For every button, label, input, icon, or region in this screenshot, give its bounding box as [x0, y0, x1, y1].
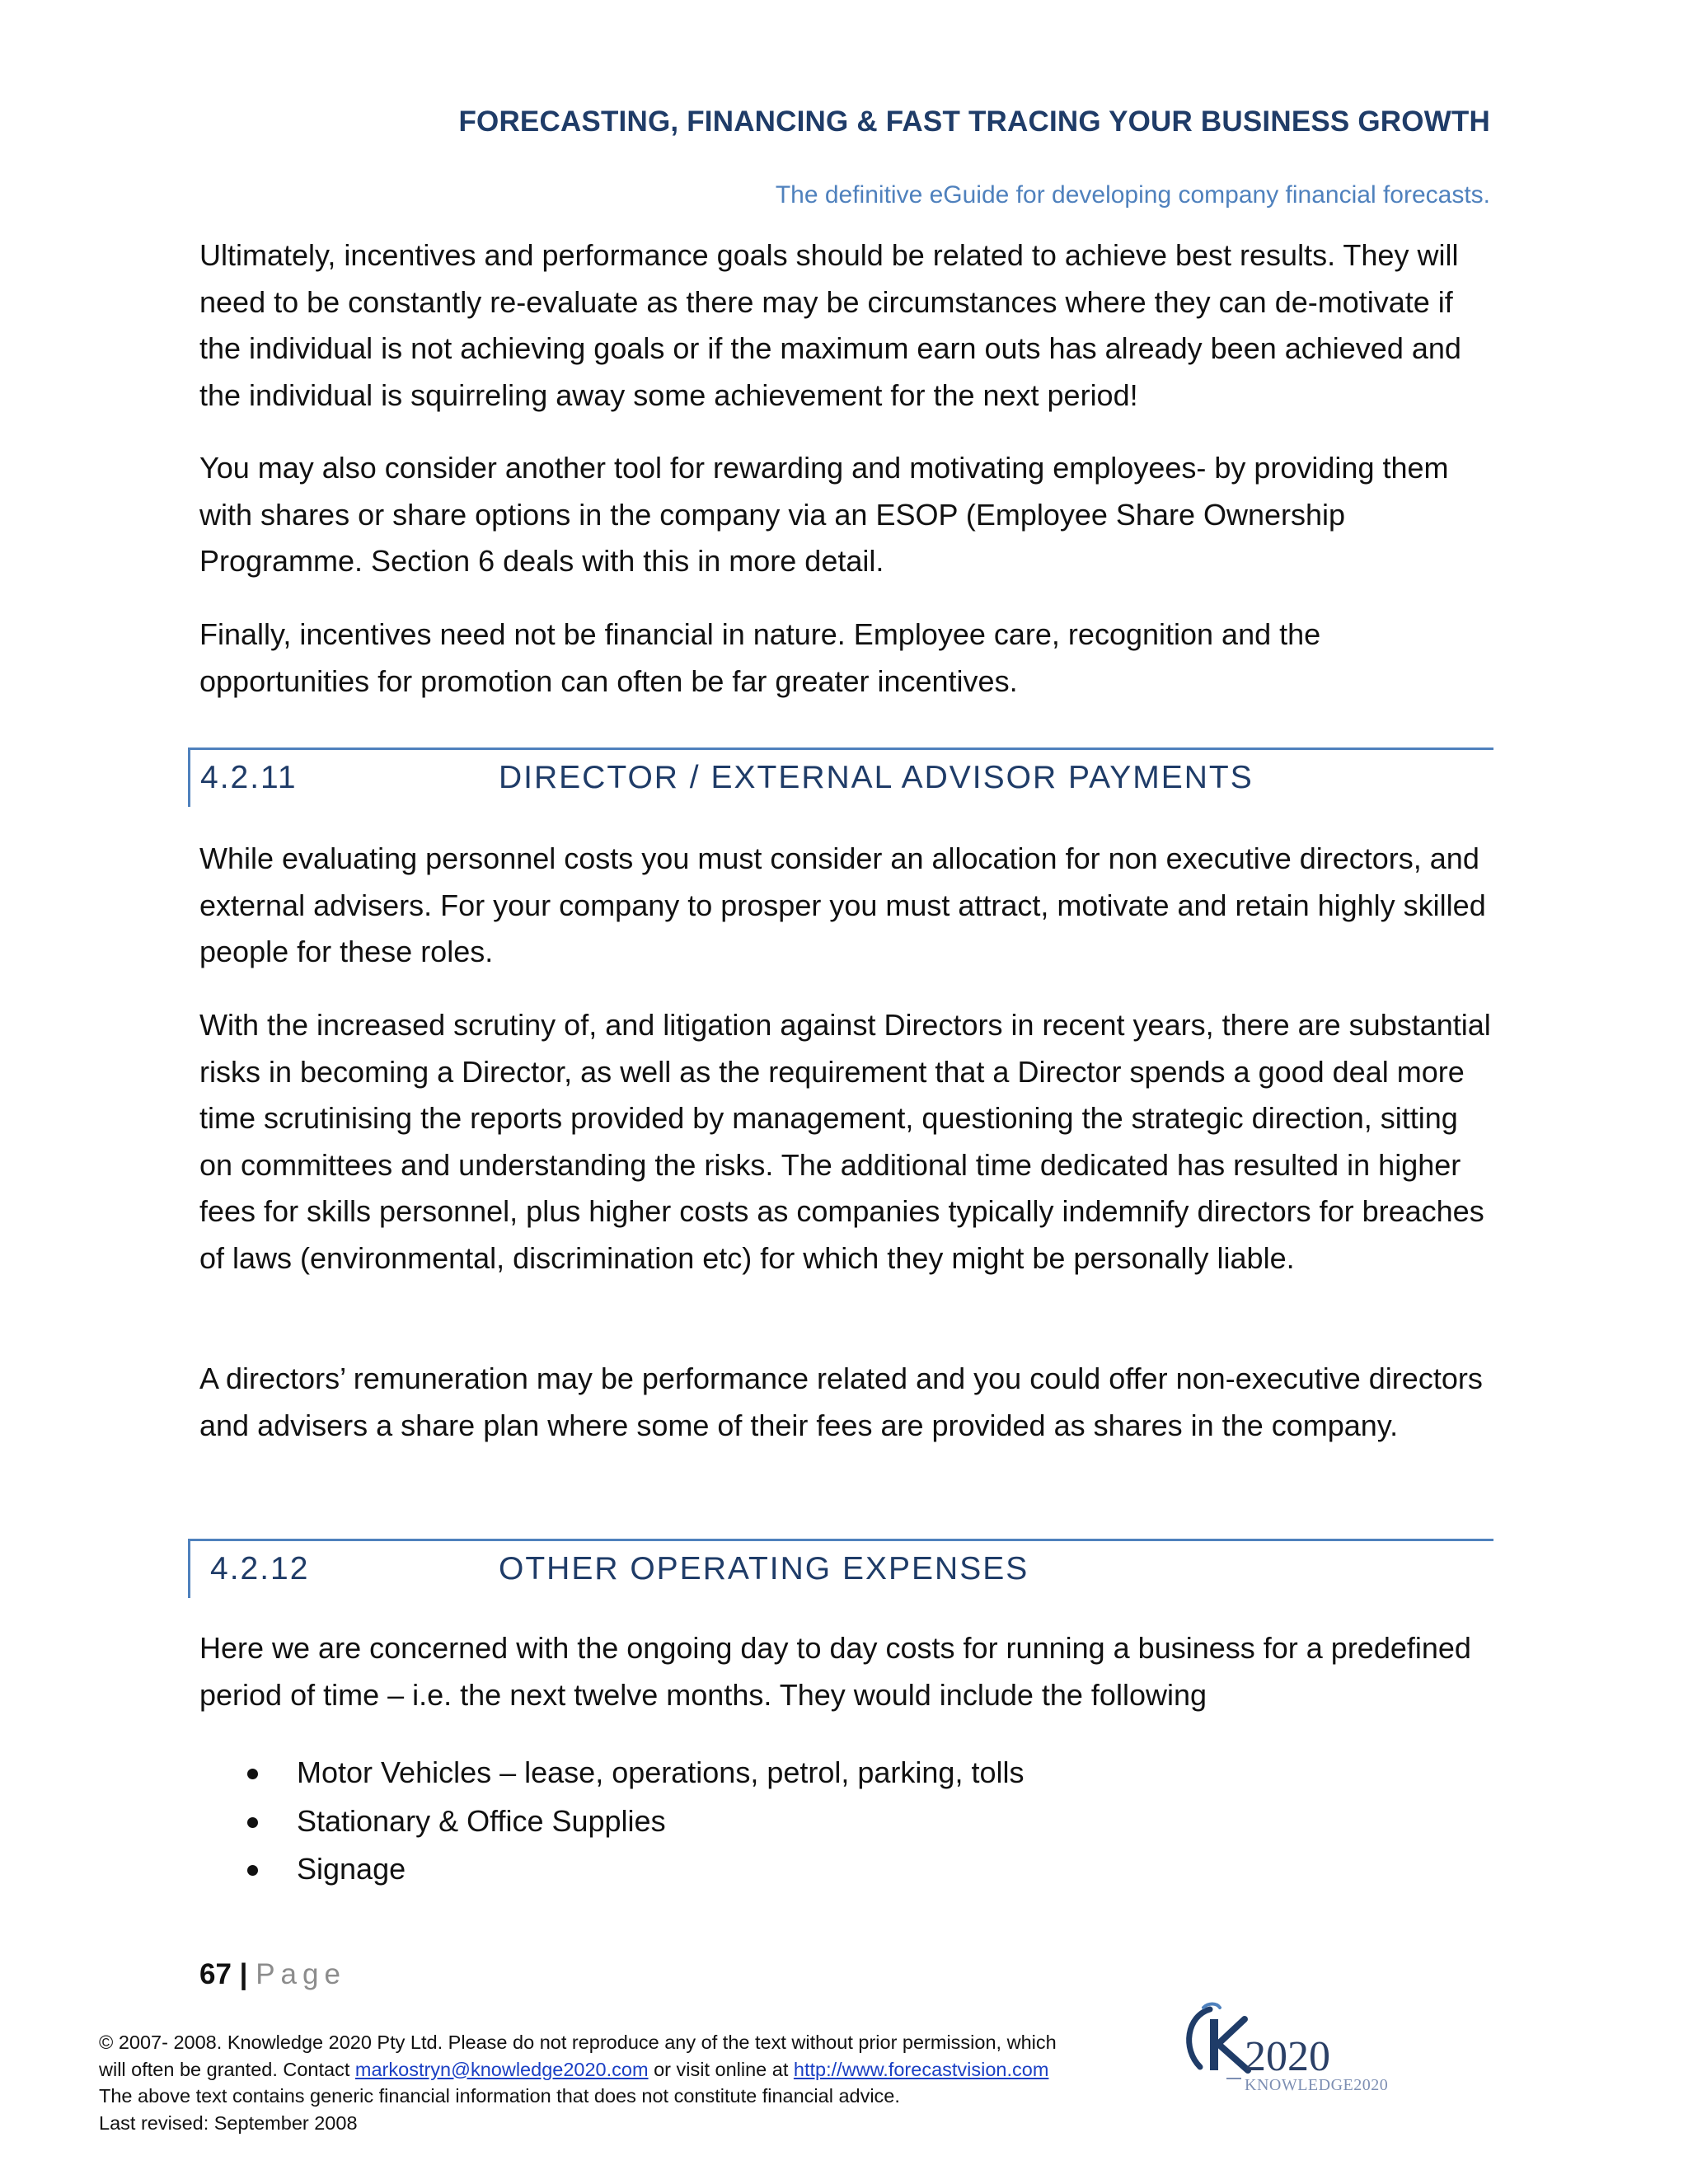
- bullet-icon: [247, 1865, 258, 1876]
- paragraph: While evaluating personnel costs you must consider an allocation for non executive directors, and external advisers. For your company to prosper you must attract, motivate and retain highly skilled people for these roles.: [199, 841, 1486, 968]
- list-item: Stationary & Office Supplies: [199, 1797, 1436, 1846]
- logo-wordmark: KNOWLEDGE2020: [1245, 2076, 1389, 2094]
- paragraph: Finally, incentives need not be financial in nature. Employee care, recognition and the opportunities for promotion can often be far greater incentives.: [199, 617, 1321, 698]
- section-heading-4-2-11: [188, 748, 1493, 807]
- email-link[interactable]: markostryn@knowledge2020.com: [354, 2058, 649, 2080]
- section-number: 4.2.12: [210, 1551, 310, 1586]
- section-heading-4-2-12: [188, 1539, 1493, 1598]
- header-title: FORECASTING, FINANCING & FAST TRACING YOUR BUSINESS GROWTH: [458, 105, 1490, 138]
- page-number-value: 67: [199, 1958, 232, 1990]
- list-item: Signage: [199, 1845, 1436, 1894]
- section-number: 4.2.11: [200, 760, 298, 795]
- page-number-separator: |: [239, 1958, 248, 1990]
- paragraph: With the increased scrutiny of, and litigation against Directors in recent years, there are substantial risks in becoming a Director, as well as the requirement that a Director spends a good deal more time scrutinising the reports provided by management, questioning the strategic direction, sitting on committees and understanding the risks. The additional time dedicated has resulted in higher fees for skills personnel, plus higher costs as companies typically indemnify directors for breaches of laws (environmental, discrimination etc) for which they might be personally liable.: [199, 1008, 1491, 1275]
- paragraph: You may also consider another tool for rewarding and motivating employees- by providing them with shares or share options in the company via an ESOP (Employee Share Ownership Programme. Section 6 deals with this in more detail.: [199, 451, 1449, 578]
- website-link[interactable]: http://www.forecastvision.com: [793, 2058, 1049, 2080]
- header-subtitle: The definitive eGuide for developing company financial forecasts.: [775, 181, 1490, 209]
- footer-contact: will often be granted. Contact markostryn@knowledge2020.com or visit online at http://www.forecastvision.com: [99, 2058, 1049, 2080]
- bullet-list: [199, 1749, 1436, 1894]
- footer-revised: Last revised: September 2008: [99, 2111, 358, 2134]
- section-title: OTHER OPERATING EXPENSES: [499, 1551, 1029, 1586]
- page-label: Page: [256, 1958, 346, 1990]
- footer: [99, 2029, 1154, 2136]
- knowledge2020-logo: [1180, 2001, 1428, 2100]
- page-number: [199, 1958, 346, 1991]
- k-logo-icon: [1180, 2001, 1428, 2100]
- logo-number: 2020: [1245, 2033, 1330, 2080]
- section-title: DIRECTOR / EXTERNAL ADVISOR PAYMENTS: [499, 760, 1254, 795]
- list-item: Motor Vehicles – lease, operations, petrol, parking, tolls: [199, 1749, 1436, 1797]
- paragraph: Ultimately, incentives and performance goals should be related to achieve best results. They will need to be constantly re-evaluate as there may be circumstances where they can de-motivate if the individual is not achieving goals or if the maximum earn outs has already been achieved and the individual is squirreling away some achievement for the next period!: [199, 238, 1461, 412]
- footer-copyright: © 2007- 2008. Knowledge 2020 Pty Ltd. Please do not reproduce any of the text without prior permission, which: [99, 2032, 1057, 2053]
- bullet-icon: [247, 1769, 258, 1779]
- footer-disclaimer: The above text contains generic financial information that does not constitute financial advice.: [99, 2085, 900, 2107]
- paragraph: Here we are concerned with the ongoing day to day costs for running a business for a predefined period of time – i.e. the next twelve months. They would include the following: [199, 1631, 1471, 1712]
- bullet-icon: [247, 1817, 258, 1828]
- paragraph: A directors’ remuneration may be performance related and you could offer non-executive directors and advisers a share plan where some of their fees are provided as shares in the company.: [199, 1361, 1483, 1442]
